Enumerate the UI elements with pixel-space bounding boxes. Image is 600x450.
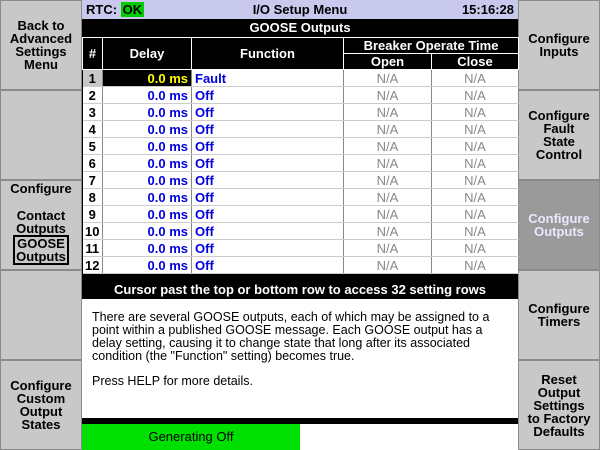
configure-timers-button[interactable]: Configure Timers [518, 270, 600, 360]
close-time-value: N/A [432, 87, 519, 104]
delay-value[interactable]: 0.0 ms [103, 223, 192, 240]
close-time-value: N/A [432, 189, 519, 206]
row-number: 11 [83, 240, 103, 257]
col-delay-header: Delay [103, 38, 192, 70]
function-value[interactable]: Off [192, 257, 344, 274]
left-softkey-2-blank[interactable] [0, 90, 82, 180]
help-text-panel [82, 299, 518, 418]
status-field-blank [300, 424, 518, 450]
row-number: 4 [83, 121, 103, 138]
rtc-label: RTC: [86, 2, 118, 17]
configure-outputs-selector[interactable] [0, 180, 82, 270]
open-time-value: N/A [344, 121, 432, 138]
close-time-value: N/A [432, 172, 519, 189]
open-time-value: N/A [344, 172, 432, 189]
help-paragraph: Press HELP for more details. [92, 374, 253, 388]
delay-value[interactable]: 0.0 ms [103, 172, 192, 189]
goose-outputs-table [82, 37, 519, 274]
configure-fault-state-control-button[interactable]: Configure Fault State Control [518, 90, 600, 180]
col-num-header: # [83, 38, 103, 70]
delay-value[interactable]: 0.0 ms [103, 257, 192, 274]
function-value[interactable]: Off [192, 87, 344, 104]
row-number: 6 [83, 155, 103, 172]
delay-value[interactable]: 0.0 ms [103, 206, 192, 223]
close-time-value: N/A [432, 121, 519, 138]
col-open-header: Open [344, 54, 432, 70]
open-time-value: N/A [344, 257, 432, 274]
table-row[interactable] [83, 138, 519, 155]
table-row[interactable] [83, 240, 519, 257]
row-number: 10 [83, 223, 103, 240]
generating-status: Generating Off [82, 424, 300, 450]
row-number: 12 [83, 257, 103, 274]
table-row[interactable] [83, 172, 519, 189]
delay-value[interactable]: 0.0 ms [103, 87, 192, 104]
configure-inputs-button[interactable]: Configure Inputs [518, 0, 600, 90]
table-row[interactable] [83, 121, 519, 138]
delay-value[interactable]: 0.0 ms [103, 138, 192, 155]
close-time-value: N/A [432, 70, 519, 87]
open-time-value: N/A [344, 104, 432, 121]
function-value[interactable]: Off [192, 189, 344, 206]
table-row[interactable] [83, 189, 519, 206]
table-row[interactable] [83, 223, 519, 240]
open-time-value: N/A [344, 138, 432, 155]
delay-value[interactable]: 0.0 ms [103, 189, 192, 206]
row-number: 8 [83, 189, 103, 206]
function-value[interactable]: Off [192, 138, 344, 155]
selector-heading: Configure [10, 181, 72, 196]
col-breaker-header: Breaker Operate Time [344, 38, 519, 54]
function-value[interactable]: Off [192, 240, 344, 257]
clock: 15:16:28 [461, 2, 514, 17]
close-time-value: N/A [432, 206, 519, 223]
delay-value[interactable]: 0.0 ms [103, 155, 192, 172]
left-softkey-4-blank[interactable] [0, 270, 82, 360]
open-time-value: N/A [344, 189, 432, 206]
goose-outputs-option[interactable]: GOOSE Outputs [13, 235, 69, 265]
status-bar [82, 0, 518, 19]
open-time-value: N/A [344, 223, 432, 240]
table-row[interactable] [83, 70, 519, 87]
col-function-header: Function [192, 38, 344, 70]
function-value[interactable]: Off [192, 104, 344, 121]
contact-outputs-option[interactable]: Contact Outputs [16, 208, 66, 236]
row-number: 2 [83, 87, 103, 104]
row-number: 9 [83, 206, 103, 223]
page-title: GOOSE Outputs [82, 19, 518, 37]
configure-custom-output-states-button[interactable]: Configure Custom Output States [0, 360, 82, 450]
close-time-value: N/A [432, 240, 519, 257]
open-time-value: N/A [344, 70, 432, 87]
close-time-value: N/A [432, 257, 519, 274]
table-row[interactable] [83, 87, 519, 104]
open-time-value: N/A [344, 155, 432, 172]
row-number: 5 [83, 138, 103, 155]
row-number: 7 [83, 172, 103, 189]
delay-value[interactable]: 0.0 ms [103, 240, 192, 257]
delay-value[interactable]: 0.0 ms [103, 104, 192, 121]
delay-value[interactable]: 0.0 ms [103, 70, 192, 87]
close-time-value: N/A [432, 223, 519, 240]
function-value[interactable]: Off [192, 223, 344, 240]
function-value[interactable]: Off [192, 206, 344, 223]
function-value[interactable]: Off [192, 172, 344, 189]
table-row[interactable] [83, 206, 519, 223]
table-row[interactable] [83, 155, 519, 172]
open-time-value: N/A [344, 206, 432, 223]
row-number: 1 [83, 70, 103, 87]
function-value[interactable]: Fault [192, 70, 344, 87]
close-time-value: N/A [432, 155, 519, 172]
delay-value[interactable]: 0.0 ms [103, 121, 192, 138]
menu-title: I/O Setup Menu [252, 2, 348, 17]
close-time-value: N/A [432, 138, 519, 155]
cursor-hint-banner: Cursor past the top or bottom row to access 32 setting rows [82, 281, 518, 299]
configure-outputs-button[interactable]: Configure Outputs [518, 180, 600, 270]
table-row[interactable] [83, 104, 519, 121]
reset-output-settings-button[interactable]: Reset Output Settings to Factory Defaults [518, 360, 600, 450]
open-time-value: N/A [344, 240, 432, 257]
rtc-status-badge: OK [122, 2, 143, 17]
help-paragraph: There are several GOOSE outputs, each of which may be assigned to a point within a published GOOSE message. Each GOOSE output has a delay setting, causing it to change state that long after its associated condition (the "Function" setting) becomes true. [92, 310, 490, 363]
back-to-advanced-settings-button[interactable]: Back to Advanced Settings Menu [0, 0, 82, 90]
row-number: 3 [83, 104, 103, 121]
close-time-value: N/A [432, 104, 519, 121]
col-close-header: Close [432, 54, 519, 70]
open-time-value: N/A [344, 87, 432, 104]
function-value[interactable]: Off [192, 121, 344, 138]
table-row[interactable] [83, 257, 519, 274]
function-value[interactable]: Off [192, 155, 344, 172]
